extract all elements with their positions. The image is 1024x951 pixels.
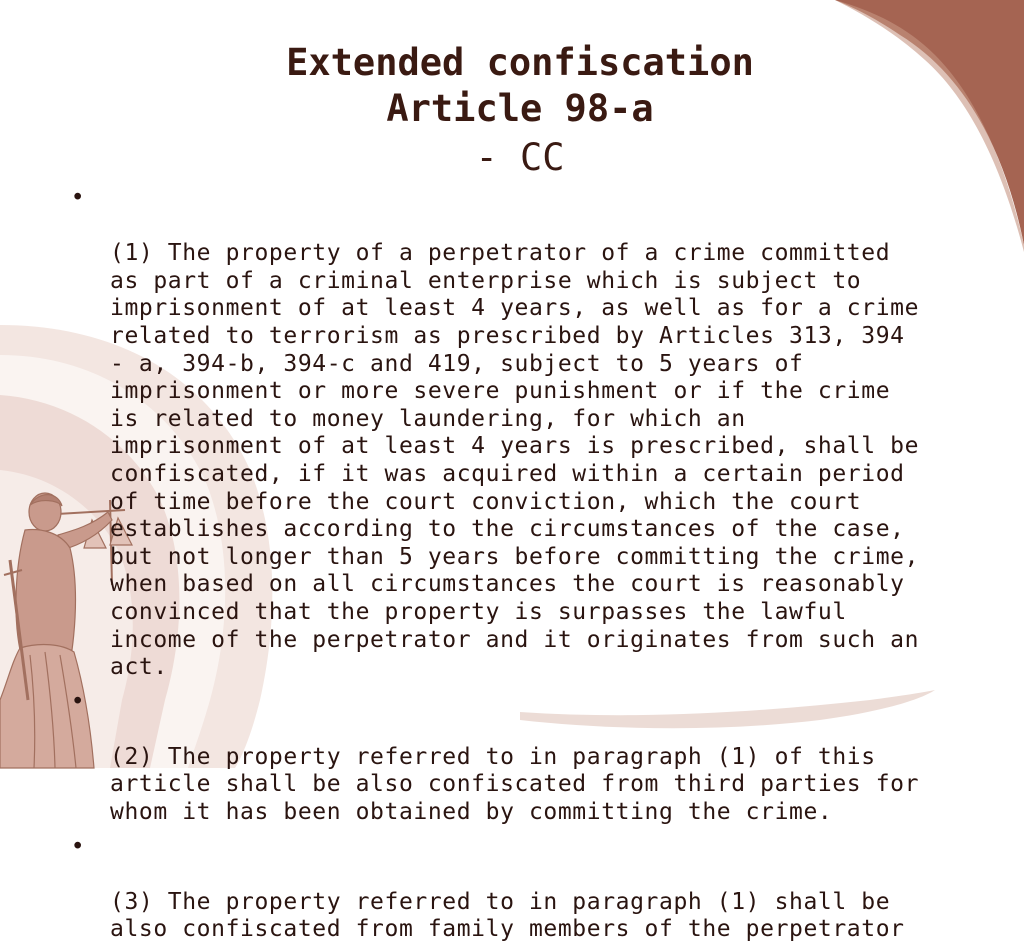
slide-title bbox=[200, 40, 840, 184]
article-paragraph-list bbox=[68, 185, 988, 951]
title-line-3: - CC bbox=[475, 136, 565, 179]
bullet-icon: • bbox=[70, 688, 86, 715]
paragraph-item-1 bbox=[68, 185, 988, 682]
title-line-2: Article 98-a bbox=[386, 87, 654, 130]
paragraph-text-1: (1) The property of a perpetrator of a crime committed as part of a criminal enterprise which is subject to imprisonment of at least 4 years, as well as for a crime related to terrorism as prescribed by Articles 313, 394 - a, 394-b, 394-c and 419, subject to 5 years of imprisonment or more severe punishment or if the crime is related to money laundering, for which an imprisonment of at least 4 years is prescribed, shall be confiscated, if it was acquired within a certain period of time before the court conviction, which the court establishes according to the circumstances of the case, but not longer than 5 years before committing the crime, when based on all circumstances the court is reasonably convinced that the property is surpasses the lawful income of the perpetrator and it originates from such an act. bbox=[110, 240, 920, 681]
bullet-icon: • bbox=[70, 833, 86, 860]
paragraph-text-2: (2) The property referred to in paragraph (1) of this article shall be also confiscated from third parties for whom it has been obtained by committing the crime. bbox=[110, 743, 920, 826]
paragraph-text-3: (3) The property referred to in paragraph (1) shall be also confiscated from family members of the perpetrator bbox=[110, 888, 905, 943]
bullet-icon: • bbox=[70, 185, 86, 211]
paragraph-item-2 bbox=[68, 689, 988, 827]
paragraph-item-3 bbox=[68, 834, 988, 944]
title-line-1: Extended confiscation bbox=[286, 41, 754, 84]
